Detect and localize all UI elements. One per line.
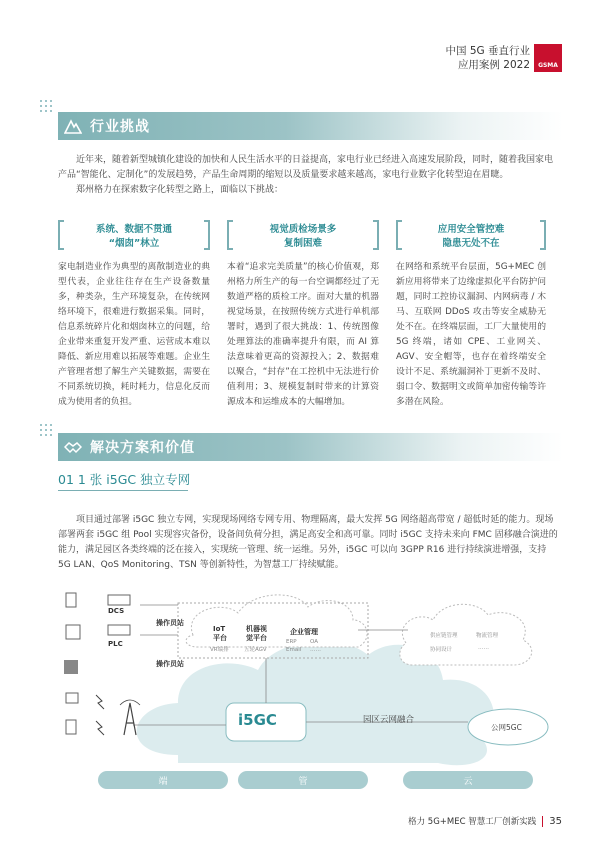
challenge-body-1: 家电制造业作为典型的离散制造业的典型代表，企业往往存在生产设备数量多，种类杂，生产环境复杂，在传统网络环境下，很难进行数据采集。同时，信息系统碎片化和烟囱林立的问题，给企业带来重复开发严重、运营成本难以降低、新应用难以拓展等难题。企业生产管理者想了解生产关键数据，需要在不同系统切换，耗时耗力，信息化反而成为使用者的负担。: [58, 262, 210, 407]
label-plc: PLC: [108, 640, 123, 648]
diagram-graphics: [58, 585, 563, 790]
challenge-body-2: 本着“追求完美质量”的核心价值观，郑州格力所生产的每一台空调都经过了无数道严格的质检工序。面对大量的机器视觉场景，在按照传统方式进行单机部署时，遇到了很大挑战：1、传统图像处理算法的准确率提升有限，而 AI 算法意味着更高的资源投入；2、数据难以聚合，“封存”在工控机中无法进行价值利用；3、规模复制时带来的计算资源成本和运维成本的大幅增加。: [227, 262, 379, 407]
label-campus-cloud: 园区云网融合: [363, 715, 415, 725]
challenge-column-3: [396, 220, 546, 410]
label-operator-2: 操作员站: [156, 660, 184, 668]
challenge-heading-3-line1: 应用安全管控难: [437, 224, 505, 235]
network-diagram: [58, 585, 563, 790]
solution-paragraph: 项目通过部署 i5GC 独立专网，实现现场网络专网专用、物理隔离，最大发挥 5G 网络超高带宽 / 超低时延的能力。现场部署两套 i5GC 组 Pool 实现容灾备份，设备间负荷分担，满足高安全和高可靠。同时 i5GC 支持未来向 FMC 固移融合演进的能力，满足园区各类终端的泛在接入，实现统一管理、统一运维。另外，i5GC 可以向 3GPP R16 进行持续演进增强，支持 5G LAN、QoS Monitoring、TSN 等创新特性，为智慧工厂持续赋能。: [58, 515, 558, 570]
challenge-heading-3: [396, 220, 546, 254]
header-line-1: 中国 5G 垂直行业: [445, 45, 530, 57]
label-erp: ERP: [286, 639, 297, 645]
page-footer: [408, 815, 562, 827]
label-public-5gc: 公网5GC: [491, 723, 522, 732]
intro-paragraph-1: 近年来，随着新型城镇化建设的加快和人民生活水平的日益提高，家电行业已经进入高速发展阶段，同时，随着我国家电产品“智能化、定制化”的发展趋势，产品生命周期的缩短以及质量要求越来越高，家电行业数字化转型迫在眉睫。: [58, 155, 554, 180]
challenge-column-2: [227, 220, 379, 410]
section-band-challenges: [58, 112, 563, 140]
challenge-heading-3-line2: 隐患无处不在: [442, 238, 500, 249]
label-collab: 协同设计: [430, 647, 453, 653]
intro-paragraph-2: 郑州格力在探索数字化转型之路上，面临以下挑战：: [76, 185, 284, 195]
section-title-solution: 解决方案和价值: [90, 440, 195, 456]
tier-end: 端: [98, 771, 228, 789]
label-logistics: 物流管理: [476, 633, 499, 639]
header-title: [446, 44, 531, 72]
label-iot-platform: IoT 平台: [213, 625, 227, 642]
challenges-intro: [58, 153, 558, 198]
section-title-challenges: 行业挑战: [90, 119, 150, 135]
label-enterprise-mgmt: 企业管理: [290, 628, 318, 636]
label-operator-1: 操作员站: [156, 619, 184, 627]
challenge-body-3: 在网络和系统平台层面，5G+MEC 创新应用将带来了边缘虚拟化平台防护问题，同时工控协议漏洞、内网病毒 / 木马、互联网 DDoS 攻击等安全威胁无处不在。在终端层面，工厂大量使用的 5G 终端，诸如 CPE、工业网关、AGV、安全帽等，也存在着终端安全设计不足、系统漏洞补丁更新不及时、弱口令、数据明文或简单加密传输等许多潜在风险。: [396, 262, 546, 407]
challenge-heading-1-line1: 系统、数据不贯通: [95, 224, 172, 235]
subheading-i5gc: 01 1 张 i5GC 独立专网: [58, 472, 191, 487]
gsma-logo: [534, 44, 562, 72]
label-dcs: DCS: [108, 607, 125, 615]
decor-dots-2: [40, 424, 56, 440]
decor-dots-1: [40, 100, 56, 116]
handshake-icon: [62, 436, 84, 458]
label-oa: OA: [310, 639, 318, 645]
gsma-logo-text: GSMA: [538, 62, 558, 69]
section-band-solution: [58, 433, 563, 461]
header-line-2: 应用案例 2022: [457, 59, 530, 71]
challenge-heading-1-line2: “烟囱”林立: [108, 238, 160, 249]
label-dots-2: ……: [478, 645, 489, 651]
label-vision-platform: 机器视 觉平台: [246, 625, 267, 642]
footer-title: 格力 5G+MEC 智慧工厂创新实践: [408, 817, 537, 827]
page-number: 35: [549, 815, 562, 827]
challenge-heading-2-line1: 视觉质检场景多: [269, 224, 337, 235]
challenge-heading-2-line2: 复制困难: [283, 238, 322, 249]
challenge-heading-2: [227, 220, 379, 254]
label-email: Email: [286, 647, 302, 653]
label-vr: VR编排: [210, 647, 229, 653]
mountain-icon: [62, 115, 84, 137]
tier-cloud: 云: [403, 771, 533, 789]
label-dots: ……: [310, 647, 321, 653]
challenge-heading-1: [58, 220, 210, 254]
subheading-underline: [58, 490, 188, 491]
tier-pipe: 管: [238, 771, 368, 789]
solution-intro: [58, 513, 558, 573]
label-i5gc: i5GC: [238, 711, 277, 729]
label-agv: 五轮AGV: [244, 647, 267, 653]
label-supply-chain: 供应链管理: [430, 633, 458, 639]
challenge-column-1: [58, 220, 210, 410]
footer-separator: [542, 816, 543, 827]
